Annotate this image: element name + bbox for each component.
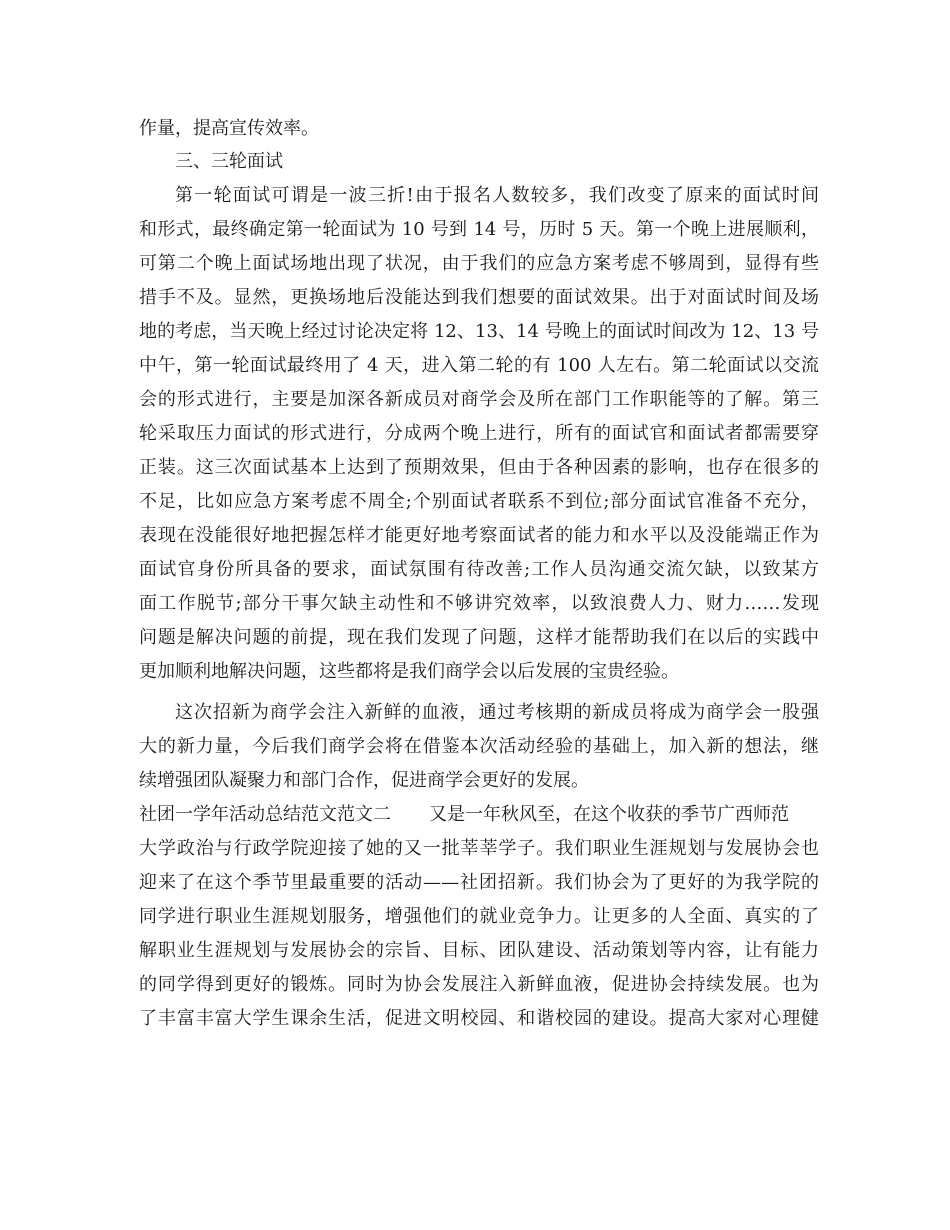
paragraph-line: 面工作脱节;部分干事欠缺主动性和不够讲究效率，以致浪费人力、财力……发现 — [139, 593, 819, 614]
paragraph-line: 和形式，最终确定第一轮面试为 10 号到 14 号，历时 5 天。第一个晚上进展顺利， — [139, 219, 819, 240]
article-opening: 又是一年秋风至，在这个收获的季节广西师范 — [429, 804, 789, 825]
paragraph-line: 大学政治与行政学院迎接了她的又一批莘莘学子。我们职业生涯规划与发展协会也 — [139, 838, 819, 859]
paragraph-line: 这次招新为商学会注入新鲜的血液，通过考核期的新成员将成为商学会一股强 — [175, 702, 819, 723]
paragraph-line: 正装。这三次面试基本上达到了预期效果，但由于各种因素的影响，也存在很多的 — [139, 457, 819, 478]
article-title-line — [139, 803, 819, 827]
paragraph-line: 第一轮面试可谓是一波三折!由于报名人数较多，我们改变了原来的面试时间 — [175, 185, 819, 206]
paragraph-line: 中午，第一轮面试最终用了 4 天，进入第二轮的有 100 人左右。第二轮面试以交流 — [139, 355, 819, 376]
section-heading: 三、三轮面试 — [175, 151, 283, 172]
paragraph-line: 措手不及。显然，更换场地后没能达到我们想要的面试效果。出于对面试时间及场 — [139, 287, 819, 308]
paragraph-line: 作量，提高宣传效率。 — [139, 118, 319, 139]
paragraph-line: 大的新力量，今后我们商学会将在借鉴本次活动经验的基础上，加入新的想法，继 — [139, 736, 819, 757]
paragraph-line: 可第二个晚上面试场地出现了状况，由于我们的应急方案考虑不够周到，显得有些 — [139, 253, 819, 274]
paragraph-line: 面试官身份所具备的要求，面试氛围有待改善;工作人员沟通交流欠缺，以致某方 — [139, 559, 819, 580]
paragraph-line: 会的形式进行，主要是加深各新成员对商学会及所在部门工作职能等的了解。第三 — [139, 389, 819, 410]
article-title: 社团一学年活动总结范文范文二 — [139, 804, 391, 825]
paragraph-line: 问题是解决问题的前提，现在我们发现了问题，这样才能帮助我们在以后的实践中 — [139, 627, 819, 648]
paragraph-line: 更加顺利地解决问题，这些都将是我们商学会以后发展的宝贵经验。 — [139, 661, 679, 682]
paragraph-line: 了丰富丰富大学生课余生活，促进文明校园、和谐校园的建设。提高大家对心理健 — [139, 1008, 819, 1029]
paragraph-line: 表现在没能很好地把握怎样才能更好地考察面试者的能力和水平以及没能端正作为 — [139, 525, 819, 546]
paragraph-line: 同学进行职业生涯规划服务，增强他们的就业竞争力。让更多的人全面、真实的了 — [139, 906, 819, 927]
paragraph-line: 不足，比如应急方案考虑不周全;个别面试者联系不到位;部分面试官准备不充分， — [139, 491, 819, 512]
paragraph-line: 迎来了在这个季节里最重要的活动——社团招新。我们协会为了更好的为我学院的 — [139, 872, 819, 893]
paragraph-line: 的同学得到更好的锻炼。同时为协会发展注入新鲜血液，促进协会持续发展。也为 — [139, 974, 819, 995]
paragraph-line: 续增强团队凝聚力和部门合作，促进商学会更好的发展。 — [139, 770, 589, 791]
paragraph-line: 轮采取压力面试的形式进行，分成两个晚上进行，所有的面试官和面试者都需要穿 — [139, 423, 819, 444]
paragraph-line: 解职业生涯规划与发展协会的宗旨、目标、团队建设、活动策划等内容，让有能力 — [139, 940, 819, 961]
paragraph-line: 地的考虑，当天晚上经过讨论决定将 12、13、14 号晚上的面试时间改为 12、13 号 — [139, 321, 819, 342]
